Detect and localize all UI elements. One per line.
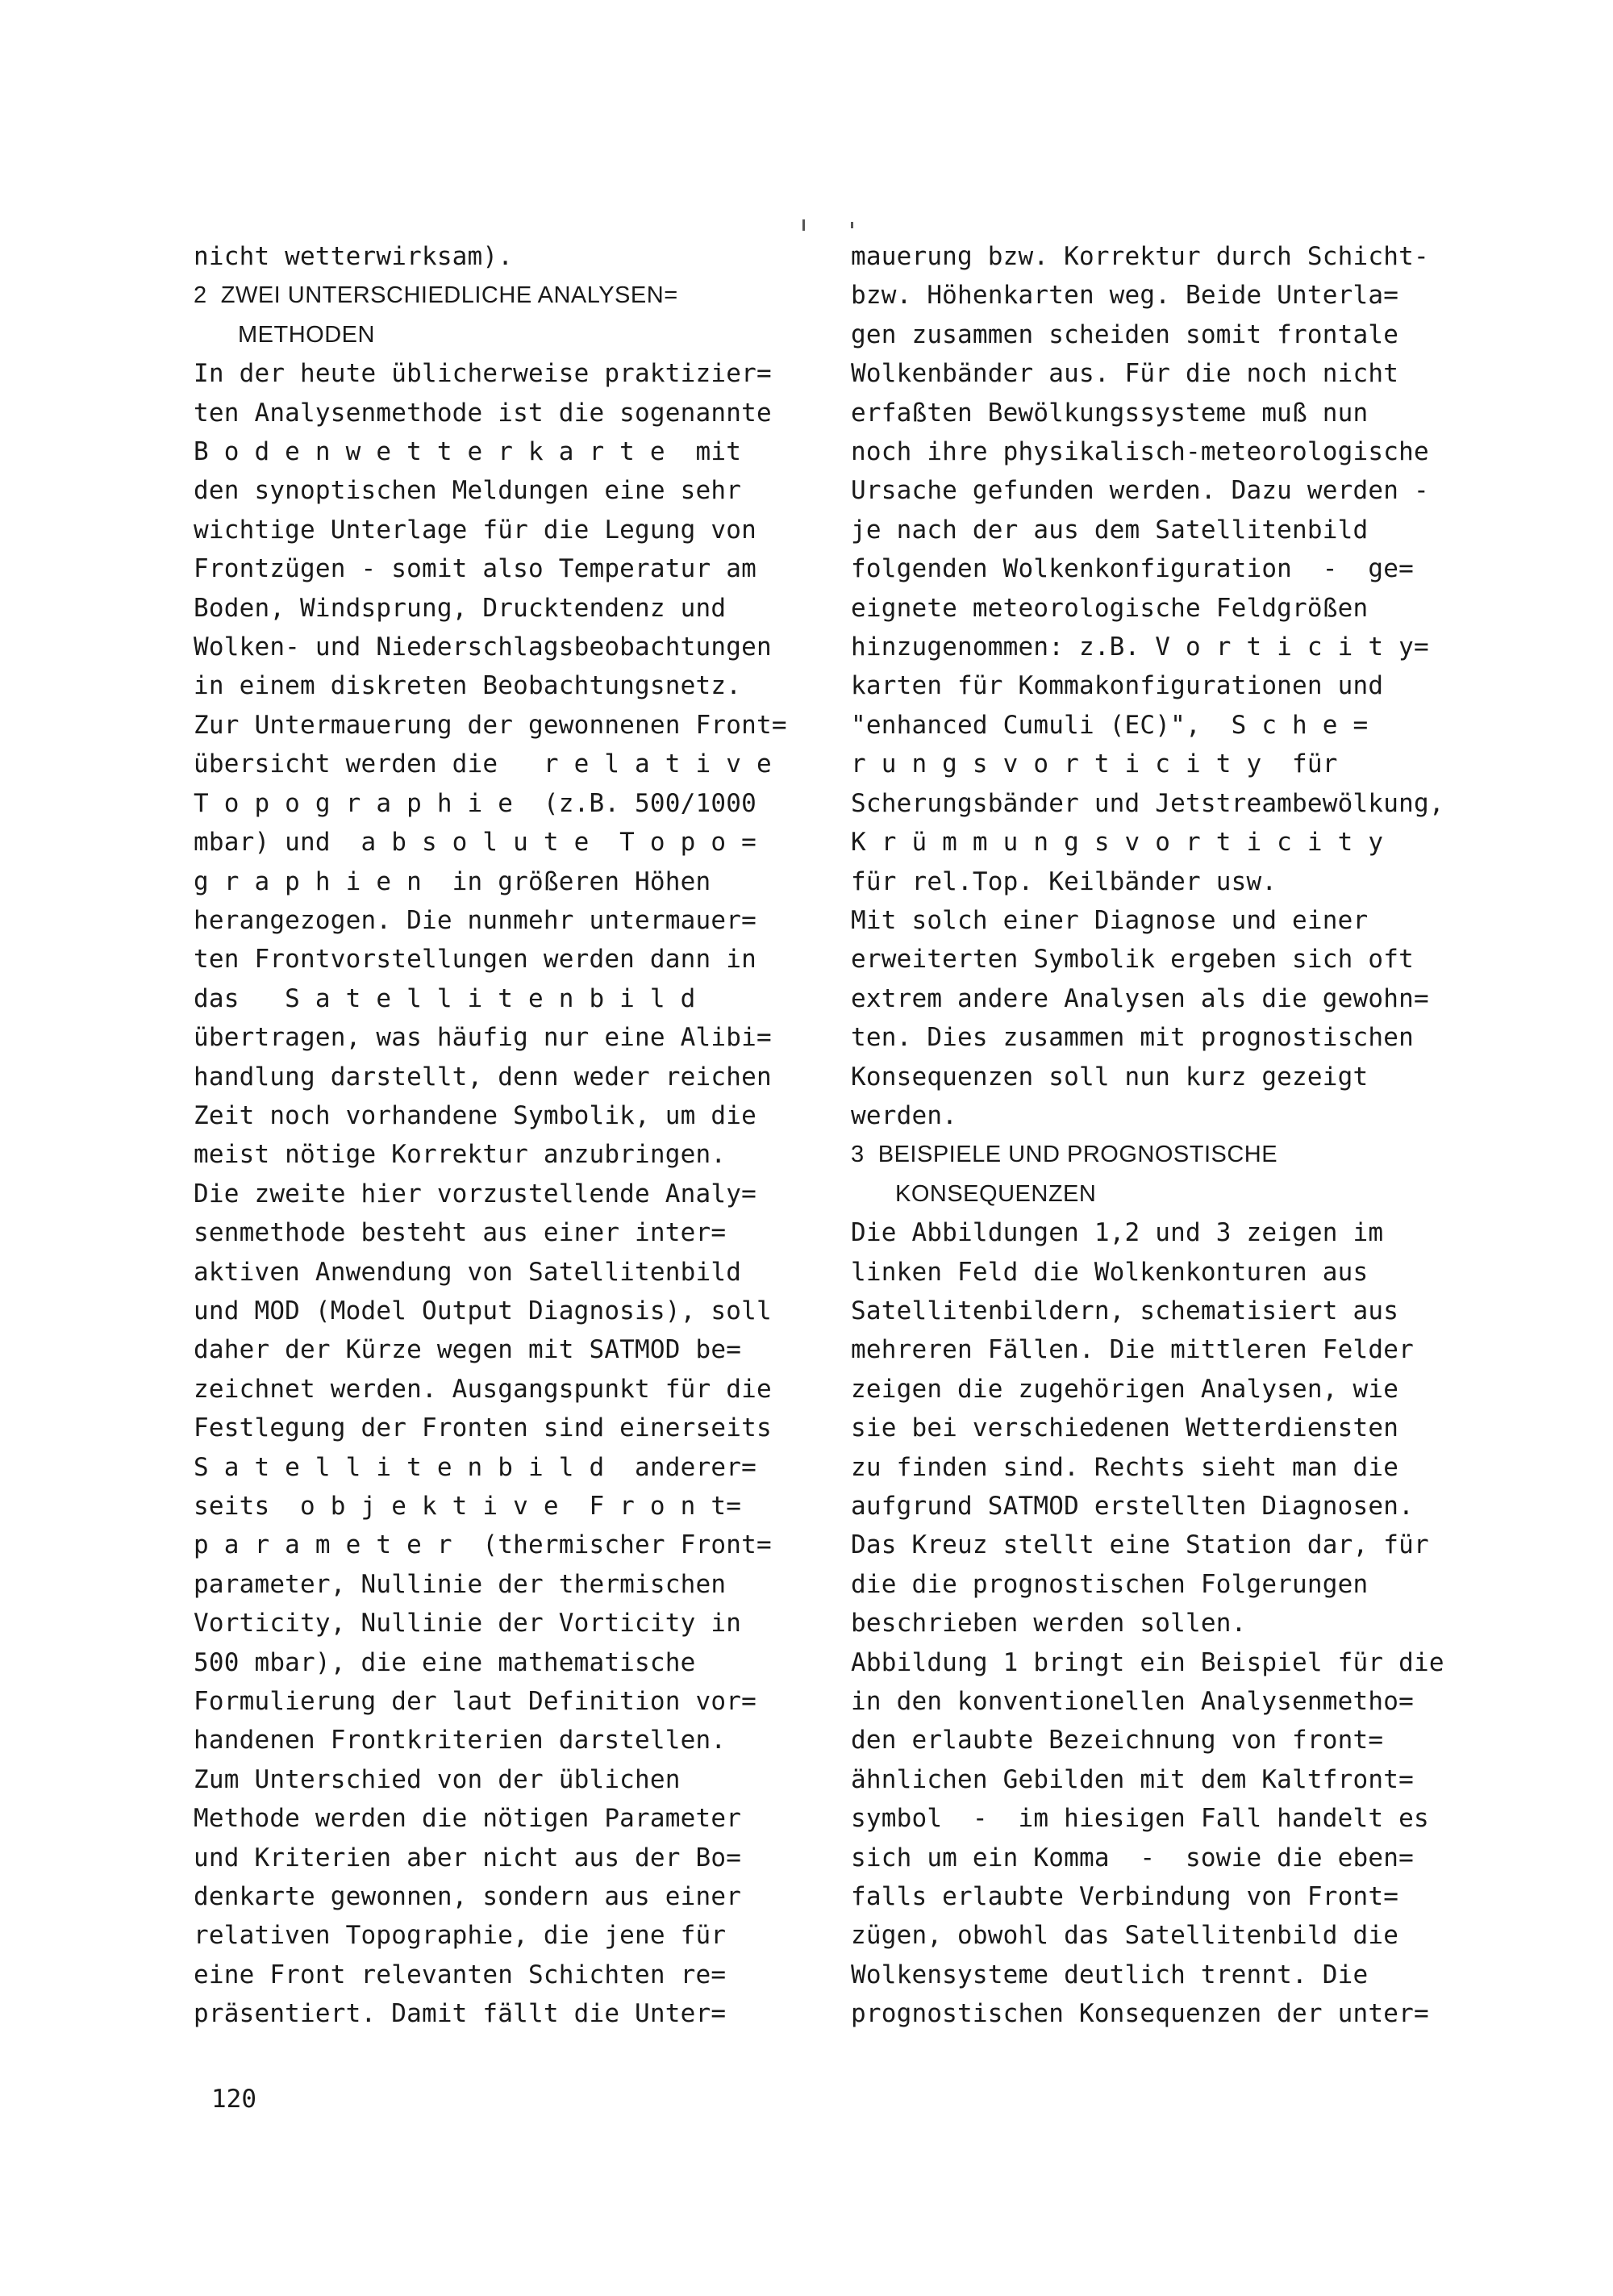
text-line: Die Abbildungen 1,2 und 3 zeigen im xyxy=(851,1218,1384,1248)
text-line: Satellitenbildern, schematisiert aus xyxy=(851,1296,1399,1325)
text-line: zeichnet werden. Ausgangspunkt für die xyxy=(194,1374,772,1404)
text-line: den erlaubte Bezeichnung von front= xyxy=(851,1726,1384,1755)
text-line: mehreren Fällen. Die mittleren Felder xyxy=(851,1335,1414,1365)
text-line: seits o b j e k t i v e F r o n t= xyxy=(194,1492,742,1521)
text-line: hinzugenommen: z.B. V o r t i c i t y= xyxy=(851,632,1429,662)
text-line: handlung darstellt, denn weder reichen xyxy=(194,1062,772,1092)
text-line: Ursache gefunden werden. Dazu werden - xyxy=(851,476,1429,506)
text-line: ten. Dies zusammen mit prognostischen xyxy=(851,1023,1414,1053)
text-line: übersicht werden die r e l a t i v e xyxy=(194,749,772,779)
text-line: Die zweite hier vorzustellende Analy= xyxy=(194,1179,756,1209)
text-line: daher der Kürze wegen mit SATMOD be= xyxy=(194,1335,742,1365)
section-heading-line: KONSEQUENZEN xyxy=(895,1180,1097,1207)
text-line: zu finden sind. Rechts sieht man die xyxy=(851,1452,1399,1482)
text-line: nicht wetterwirksam). xyxy=(194,242,514,271)
text-line: sich um ein Komma - sowie die eben= xyxy=(851,1843,1414,1872)
text-line: die die prognostischen Folgerungen xyxy=(851,1569,1369,1599)
text-line: und MOD (Model Output Diagnosis), soll xyxy=(194,1296,772,1325)
text-line: übertragen, was häufig nur eine Alibi= xyxy=(194,1023,772,1053)
text-line: in den konventionellen Analysenmetho= xyxy=(851,1687,1414,1717)
text-line: je nach der aus dem Satellitenbild xyxy=(851,515,1369,545)
text-line: Festlegung der Fronten sind einerseits xyxy=(194,1413,772,1443)
text-line: Wolken- und Niederschlagsbeobachtungen xyxy=(194,632,772,662)
text-line: handenen Frontkriterien darstellen. xyxy=(194,1726,727,1755)
text-line: 500 mbar), die eine mathematische xyxy=(194,1647,696,1677)
section-heading-line: 2 ZWEI UNTERSCHIEDLICHE ANALYSEN= xyxy=(194,282,678,309)
right-column xyxy=(851,237,1488,2034)
text-line: In der heute üblicherweise praktizier= xyxy=(194,359,772,389)
text-line: Zur Untermauerung der gewonnenen Front= xyxy=(194,710,787,740)
text-line: aktiven Anwendung von Satellitenbild xyxy=(194,1257,742,1287)
text-line: aufgrund SATMOD erstellten Diagnosen. xyxy=(851,1492,1414,1521)
text-line: erweiterten Symbolik ergeben sich oft xyxy=(851,945,1414,975)
section-heading-line: 3 BEISPIELE UND PROGNOSTISCHE xyxy=(851,1142,1278,1168)
text-line: karten für Kommakonfigurationen und xyxy=(851,671,1384,701)
text-line: Wolkensysteme deutlich trennt. Die xyxy=(851,1960,1369,1989)
text-line: relativen Topographie, die jene für xyxy=(194,1921,727,1951)
scan-mark xyxy=(851,222,853,228)
scan-mark xyxy=(802,219,805,231)
text-line: in einem diskreten Beobachtungsnetz. xyxy=(194,671,742,701)
text-line: K r ü m m u n g s v o r t i c i t y xyxy=(851,828,1384,858)
text-line: Abbildung 1 bringt ein Beispiel für die xyxy=(851,1647,1444,1677)
text-line: ten Analysenmethode ist die sogenannte xyxy=(194,398,772,428)
text-line: Boden, Windsprung, Drucktendenz und xyxy=(194,593,727,623)
text-line: für rel.Top. Keilbänder usw. xyxy=(851,866,1277,896)
text-line: Formulierung der laut Definition vor= xyxy=(194,1687,756,1717)
text-line: r u n g s v o r t i c i t y für xyxy=(851,749,1338,779)
text-line: erfaßten Bewölkungssysteme muß nun xyxy=(851,398,1369,428)
text-line: B o d e n w e t t e r k a r t e mit xyxy=(194,437,742,467)
text-line: extrem andere Analysen als die gewohn= xyxy=(851,983,1429,1013)
text-line: Das Kreuz stellt eine Station dar, für xyxy=(851,1530,1429,1560)
text-line: S a t e l l i t e n b i l d anderer= xyxy=(194,1452,756,1482)
text-line: T o p o g r a p h i e (z.B. 500/1000 xyxy=(194,788,756,818)
text-line: g r a p h i e n in größeren Höhen xyxy=(194,866,711,896)
text-line: und Kriterien aber nicht aus der Bo= xyxy=(194,1843,742,1872)
text-line: Methode werden die nötigen Parameter xyxy=(194,1804,742,1834)
text-line: prognostischen Konsequenzen der unter= xyxy=(851,1999,1429,2029)
text-line: Zum Unterschied von der üblichen xyxy=(194,1764,681,1794)
text-line: wichtige Unterlage für die Legung von xyxy=(194,515,756,545)
text-line: mauerung bzw. Korrektur durch Schicht- xyxy=(851,242,1429,271)
text-line: eine Front relevanten Schichten re= xyxy=(194,1960,727,1989)
text-line: Konsequenzen soll nun kurz gezeigt xyxy=(851,1062,1369,1092)
text-line: denkarte gewonnen, sondern aus einer xyxy=(194,1882,742,1912)
text-line: folgenden Wolkenkonfiguration - ge= xyxy=(851,554,1414,584)
text-line: p a r a m e t e r (thermischer Front= xyxy=(194,1530,772,1560)
text-line: werden. xyxy=(851,1100,958,1130)
text-line: herangezogen. Die nunmehr untermauer= xyxy=(194,905,756,935)
text-line: Scherungsbänder und Jetstreambewölkung, xyxy=(851,788,1444,818)
text-line: "enhanced Cumuli (EC)", S c h e = xyxy=(851,710,1369,740)
text-line: ten Frontvorstellungen werden dann in xyxy=(194,945,756,975)
text-line: Mit solch einer Diagnose und einer xyxy=(851,905,1369,935)
section-heading-line: METHODEN xyxy=(238,321,375,348)
text-line: meist nötige Korrektur anzubringen. xyxy=(194,1140,727,1170)
text-line: linken Feld die Wolkenkonturen aus xyxy=(851,1257,1369,1287)
text-line: Vorticity, Nullinie der Vorticity in xyxy=(194,1609,742,1639)
text-line: beschrieben werden sollen. xyxy=(851,1609,1247,1639)
text-line: sie bei verschiedenen Wetterdiensten xyxy=(851,1413,1399,1443)
text-line: Frontzügen - somit also Temperatur am xyxy=(194,554,756,584)
text-line: zügen, obwohl das Satellitenbild die xyxy=(851,1921,1399,1951)
text-line: das S a t e l l i t e n b i l d xyxy=(194,983,696,1013)
text-line: senmethode besteht aus einer inter= xyxy=(194,1218,727,1248)
left-column xyxy=(194,237,831,2034)
text-line: gen zusammen scheiden somit frontale xyxy=(851,319,1399,349)
text-line: Zeit noch vorhandene Symbolik, um die xyxy=(194,1100,756,1130)
text-line: Wolkenbänder aus. Für die noch nicht xyxy=(851,359,1399,389)
text-line: symbol - im hiesigen Fall handelt es xyxy=(851,1804,1429,1834)
text-line: zeigen die zugehörigen Analysen, wie xyxy=(851,1374,1399,1404)
page-number: 120 xyxy=(211,2085,256,2114)
text-line: präsentiert. Damit fällt die Unter= xyxy=(194,1999,727,2029)
text-line: mbar) und a b s o l u t e T o p o = xyxy=(194,828,756,858)
text-line: ähnlichen Gebilden mit dem Kaltfront= xyxy=(851,1764,1414,1794)
text-line: noch ihre physikalisch-meteorologische xyxy=(851,437,1429,467)
text-line: eignete meteorologische Feldgrößen xyxy=(851,593,1369,623)
text-line: bzw. Höhenkarten weg. Beide Unterla= xyxy=(851,281,1399,311)
text-line: den synoptischen Meldungen eine sehr xyxy=(194,476,742,506)
text-line: parameter, Nullinie der thermischen xyxy=(194,1569,727,1599)
text-line: falls erlaubte Verbindung von Front= xyxy=(851,1882,1399,1912)
